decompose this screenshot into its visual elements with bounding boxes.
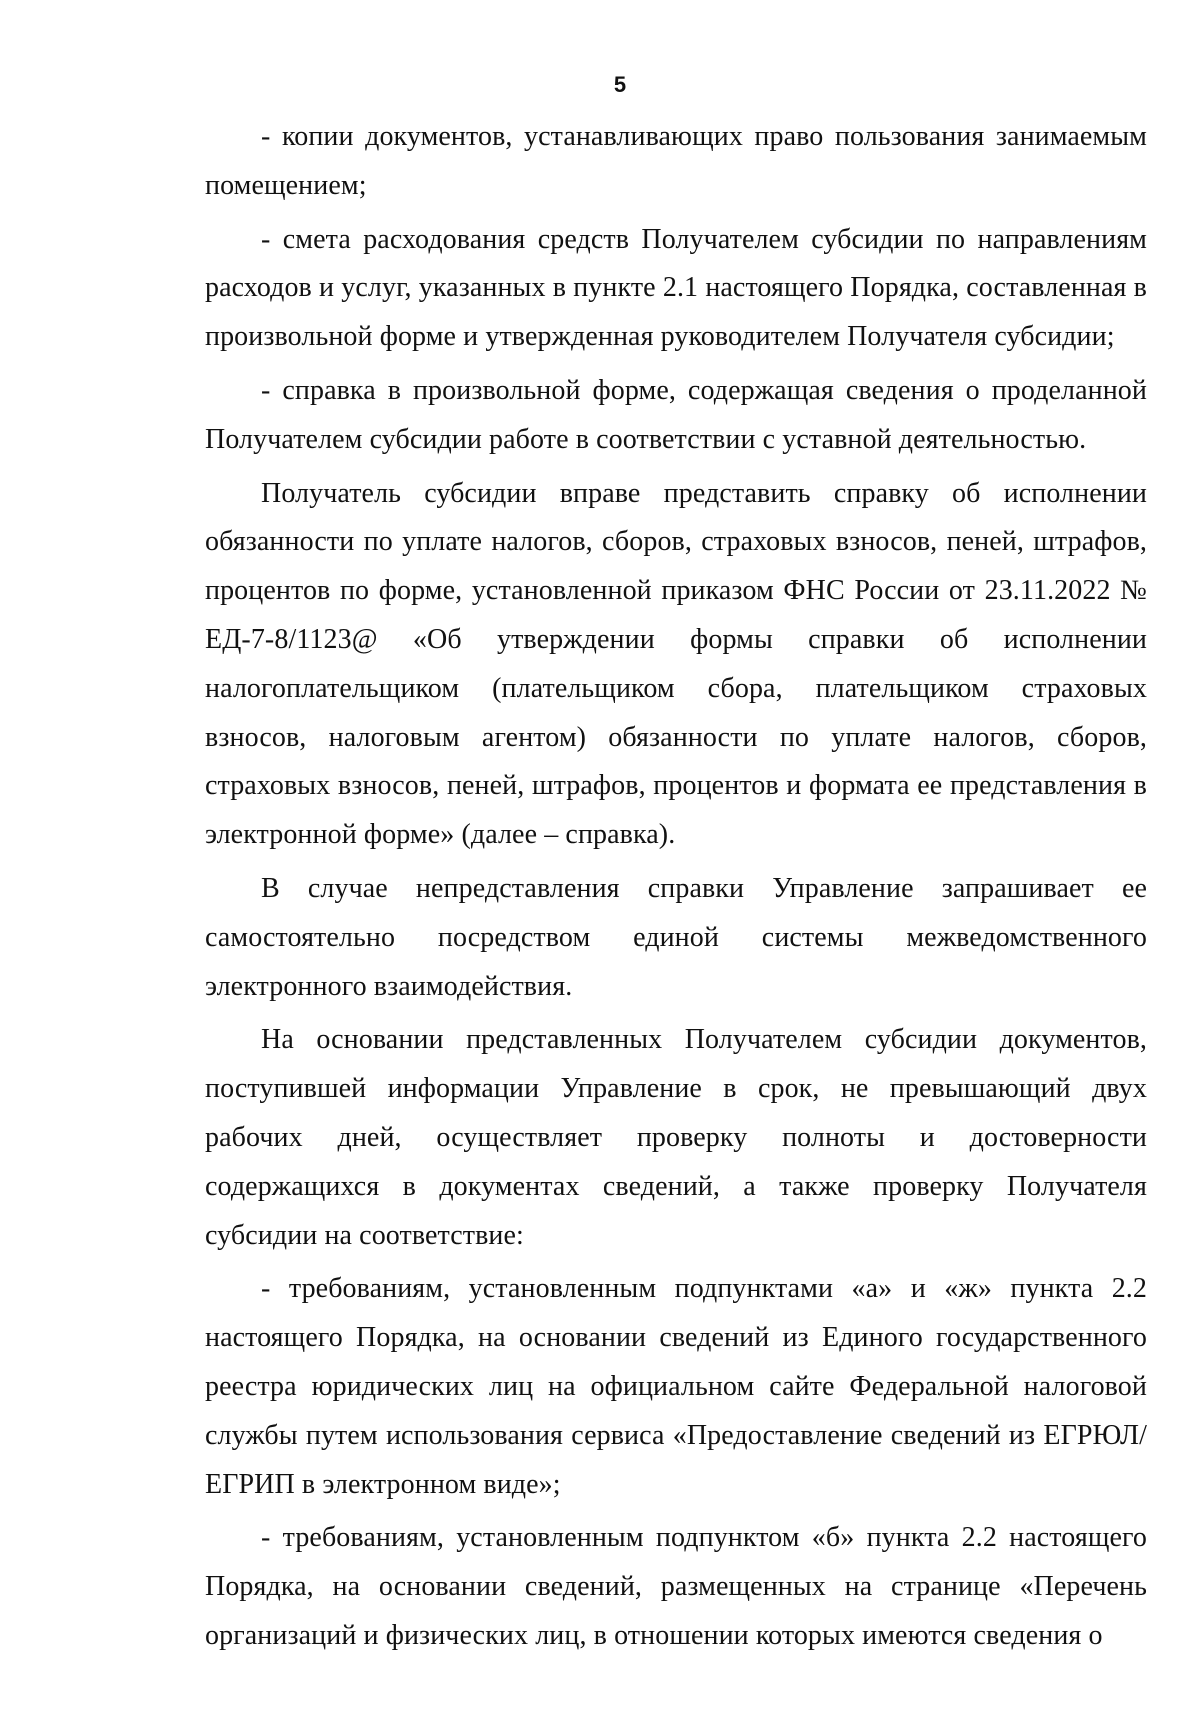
page-number: 5 — [613, 72, 627, 97]
paragraph-list-requirement: - требованиям, установленным подпунктом «б» пункта 2.2 настоящего Порядка, на основании сведений, размещенных на странице «Перечень организаций и физических лиц, в отношении которых имеются сведения о — [205, 1522, 1147, 1651]
paragraph-activity-certificate: - справка в произвольной форме, содержащая сведения о проделанной Получателем субсидии работе в соответствии с уставной деятельностью. — [205, 374, 1147, 455]
paragraph-tax-certificate: Получатель субсидии вправе представить справку об исполнении обязанности по уплате налогов, сборов, страховых взносов, пеней, штрафов, процентов по форме, установленной приказом ФНС России от 23.11.2022 № ЕД-7-8/1123@ «Об утверждении формы справки об исполнении налогоплательщиком (плательщиком сбора, плательщиком страховых взносов, налоговым агентом) обязанности по уплате налогов, сборов, страховых взносов, пеней, штрафов, процентов и формата ее представления в электронной форме» (далее – справка). — [205, 477, 1147, 851]
document-body — [205, 113, 1147, 1661]
paragraph-verification: На основании представленных Получателем субсидии документов, поступившей информации Управление в срок, не превышающий двух рабочих дней, осуществляет проверку полноты и достоверности содержащихся в документах сведений, а также проверку Получателя субсидии на соответствие: — [205, 1024, 1147, 1251]
paragraph-lease-documents: - копии документов, устанавливающих право пользования занимаемым помещением; — [205, 121, 1147, 201]
paragraph-interagency-request: В случае непредставления справки Управление запрашивает ее самостоятельно посредством единой системы межведомственного электронного взаимодействия. — [205, 872, 1147, 1002]
paragraph-expense-estimate: - смета расходования средств Получателем субсидии по направлениям расходов и услуг, указанных в пункте 2.1 настоящего Порядка, составленная в произвольной форме и утвержденная руководителем Получателя субсидии; — [205, 223, 1147, 353]
paragraph-egrul-requirement: - требованиям, установленным подпунктами «а» и «ж» пункта 2.2 настоящего Порядка, на основании сведений из Единого государственного реестра юридических лиц на официальном сайте Федеральной налоговой службы путем использования сервиса «Предоставление сведений из ЕГРЮЛ/ЕГРИП в электронном виде»; — [205, 1273, 1147, 1500]
